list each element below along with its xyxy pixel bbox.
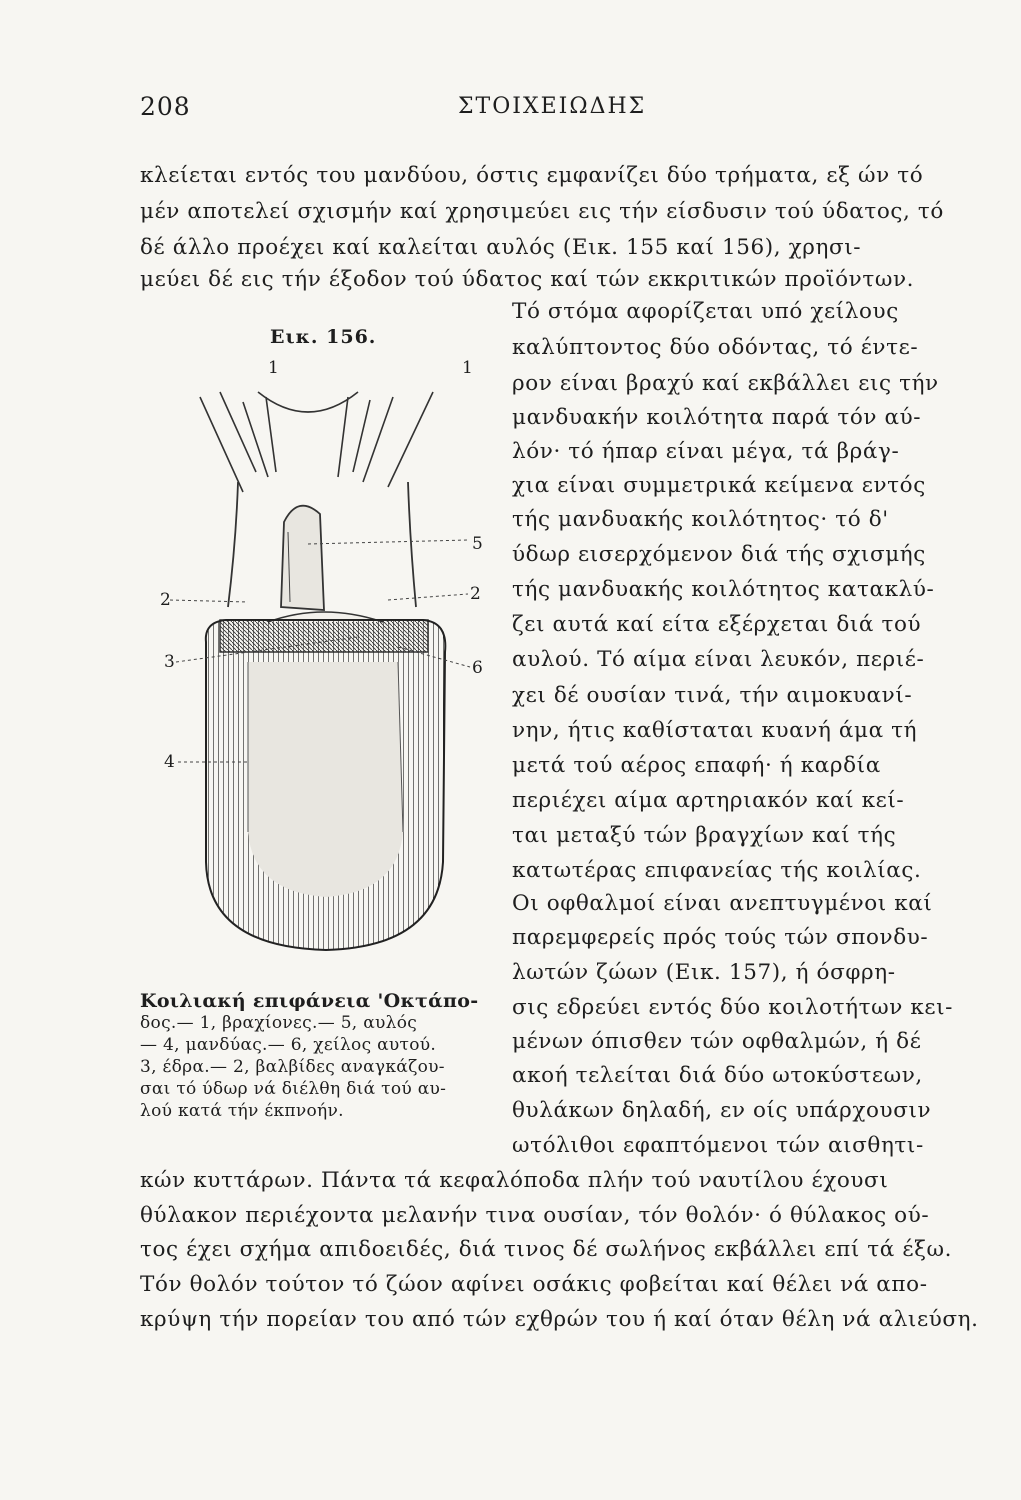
mantle-inner	[248, 662, 403, 897]
column-line: σις εδρεύει εντός δύο κοιλοτήτων κει-	[512, 995, 953, 1020]
body-line: Τόν θολόν τούτον τό ζώον αφίνει οσάκις φοβείται καί θέλει νά απο-	[140, 1272, 928, 1297]
column-line: χια είναι συμμετρικά κείμενα εντός	[512, 473, 926, 498]
arms-drawing	[200, 392, 433, 492]
caption-line: — 4, μανδύας.— 6, χείλος αυτού.	[140, 1035, 437, 1055]
body-line: κλείεται εντός του μανδύου, όστις εμφανίζει δύο τρήματα, εξ ών τό	[140, 163, 924, 188]
callout-6: 6	[472, 658, 483, 678]
body-line: κρύψη τήν πορείαν του από τών εχθρών του ή καί όταν θέλη νά αλιεύση.	[140, 1307, 979, 1332]
column-line: τής μανδυακής κοιλότητος κατακλύ-	[512, 577, 935, 602]
column-line: αυλού. Τό αίμα είναι λευκόν, περιέ-	[512, 647, 925, 672]
column-line: χει δέ ουσίαν τινά, τήν αιμοκυανί-	[512, 683, 913, 708]
callout-1-right: 1	[462, 358, 473, 378]
body-line: κών κυττάρων. Πάντα τά κεφαλόποδα πλήν τού ναυτίλου έχουσι	[140, 1168, 889, 1193]
funnel-drawing	[281, 506, 324, 610]
callout-5: 5	[472, 534, 483, 554]
column-line: θυλάκων δηλαδή, εν οίς υπάρχουσιν	[512, 1098, 932, 1123]
column-line: ωτόλιθοι εφαπτόμενοι τών αισθητι-	[512, 1133, 924, 1158]
octopus-figure	[148, 322, 498, 1002]
column-line: λόν· τό ήπαρ είναι μέγα, τά βράγ-	[512, 439, 900, 464]
column-line: ζει αυτά καί είτα εξέρχεται διά τού	[512, 612, 922, 637]
column-line: παρεμφερείς πρός τούς τών σπονδυ-	[512, 925, 929, 950]
body-line: θύλακον περιέχοντα μελανήν τινα ουσίαν, τόν θολόν· ό θύλακος ού-	[140, 1203, 930, 1228]
column-line: καλύπτοντος δύο οδόντας, τό έντε-	[512, 335, 919, 360]
column-line: μανδυακήν κοιλότητα παρά τόν αύ-	[512, 405, 922, 430]
column-line: περιέχει αίμα αρτηριακόν καί κεί-	[512, 788, 905, 813]
column-line: Οι οφθαλμοί είναι ανεπτυγμένοι καί	[512, 891, 933, 916]
caption-line: δος.— 1, βραχίονες.— 5, αυλός	[140, 1013, 418, 1033]
body-line: τος έχει σχήμα απιδοειδές, διά τινος δέ σωλήνος εκβάλλει επί τά έξω.	[140, 1237, 953, 1262]
running-title: ΣΤΟΙΧΕΙΩΔΗΣ	[458, 94, 647, 119]
column-line: ται μεταξύ τών βραγχίων καί τής	[512, 823, 897, 848]
octopus-illustration	[148, 322, 498, 1002]
caption-title: Κοιλιακή επιφάνεια 'Οκτάπο-	[140, 990, 479, 1012]
callout-4: 4	[164, 752, 175, 772]
figure-caption	[140, 990, 500, 1122]
page-header	[140, 92, 940, 126]
column-line: νην, ήτις καθίσταται κυανή άμα τή	[512, 718, 918, 743]
page-number: 208	[140, 92, 191, 121]
column-line: ακοή τελείται διά δύο ωτοκύστεων,	[512, 1063, 923, 1088]
callout-2-right: 2	[470, 584, 481, 604]
figure-label: Εικ. 156.	[270, 326, 377, 348]
column-line: λωτών ζώων (Εικ. 157), ή όσφρη-	[512, 960, 896, 985]
column-line: μετά τού αέρος επαφή· ή καρδία	[512, 753, 881, 778]
caption-line: 3, έδρα.— 2, βαλβίδες αναγκάζου-	[140, 1057, 445, 1077]
column-line: Τό στόμα αφορίζεται υπό χείλους	[512, 299, 899, 324]
caption-line: σαι τό ύδωρ νά διέλθη διά τού αυ-	[140, 1079, 447, 1099]
body-line: δέ άλλο προέχει καί καλείται αυλός (Εικ. 155 καί 156), χρησι-	[140, 235, 862, 260]
callout-3: 3	[164, 652, 175, 672]
column-line: ύδωρ εισερχόμενον διά τής σχισμής	[512, 542, 926, 567]
callout-1-left: 1	[268, 358, 279, 378]
body-line: μεύει δέ εις τήν έξοδον τού ύδατος καί τών εκκριτικών προϊόντων.	[140, 267, 915, 292]
body-line: μέν αποτελεί σχισμήν καί χρησιμεύει εις τήν είσδυσιν τού ύδατος, τό	[140, 199, 944, 224]
column-line: μένων όπισθεν τών οφθαλμών, ή δέ	[512, 1029, 922, 1054]
column-line: τής μανδυακής κοιλότητος· τό δ'	[512, 507, 889, 532]
callout-2-left: 2	[160, 590, 171, 610]
column-line: ρον είναι βραχύ καί εκβάλλει εις τήν	[512, 371, 939, 396]
column-line: κατωτέρας επιφανείας τής κοιλίας.	[512, 858, 922, 883]
caption-line: λού κατά τήν έκπνοήν.	[140, 1101, 344, 1121]
